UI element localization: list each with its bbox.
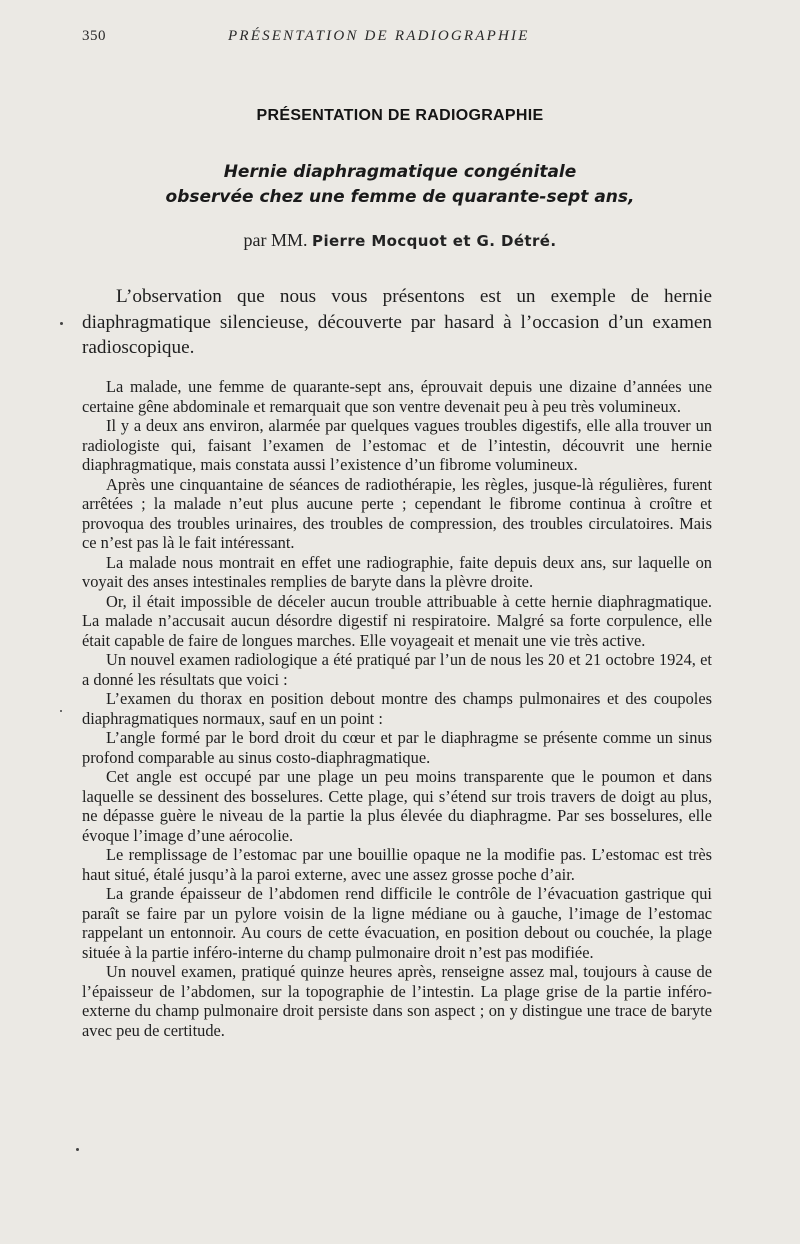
article-authors bbox=[0, 230, 800, 251]
paragraph: La malade nous montrait en effet une radiographie, faite depuis deux ans, sur laquelle on voyait des anses intestinales remplies de baryte dans la plèvre droite. bbox=[82, 552, 712, 591]
body-text bbox=[82, 377, 712, 1040]
running-head-title: PRÉSENTATION DE RADIOGRAPHIE bbox=[228, 28, 530, 44]
paragraph: Un nouvel examen, pratiqué quinze heures après, renseigne assez mal, toujours à cause de l’épaisseur de l’abdomen, sur la topographie de l’intestin. La plage grise de la partie inféro-externe du champ pulmonaire droit persiste dans son aspect ; on y distingue une trace de baryte avec peu de certitude. bbox=[82, 962, 712, 1040]
paragraph: Un nouvel examen radiologique a été pratiqué par l’un de nous les 20 et 21 octobre 1924, et a donné les résultats que voici : bbox=[82, 650, 712, 689]
paragraph: Or, il était impossible de déceler aucun trouble attribuable à cette hernie diaphragmatique. La malade n’accusait aucun désordre digestif ni respiratoire. Malgré sa forte corpulence, elle était capable de faire de longues marches. Elle voyageait et menait une vie très active. bbox=[82, 591, 712, 650]
paragraph: L’examen du thorax en position debout montre des champs pulmonaires et des coupoles diaphragmatiques normaux, sauf en un point : bbox=[82, 689, 712, 728]
authors-prefix: par MM. bbox=[243, 230, 308, 250]
paragraph: Le remplissage de l’estomac par une bouillie opaque ne la modifie pas. L’estomac est très haut situé, étalé jusqu’à la paroi externe, avec une assez grosse poche d’air. bbox=[82, 845, 712, 884]
speck bbox=[60, 322, 63, 325]
paragraph: Cet angle est occupé par une plage un peu moins transparente que le poumon et dans laquelle se dessinent des bosselures. Cette plage, qui s’étend sur trois travers de doigt au plus, ne dépasse guère le niveau de la partie la plus élevée du diaphragme. Par ses bosselures, elle évoque l’image d’une aérocolie. bbox=[82, 767, 712, 845]
article-subtitle-line-1: Hernie diaphragmatique congénitale bbox=[223, 162, 577, 182]
article-subtitle-line-2: observée chez une femme de quarante-sept ans, bbox=[165, 187, 635, 207]
page-number: 350 bbox=[82, 28, 106, 44]
running-head bbox=[82, 28, 712, 48]
article-title: PRÉSENTATION DE RADIOGRAPHIE bbox=[256, 107, 544, 124]
paragraph: Il y a deux ans environ, alarmée par quelques vagues troubles digestifs, elle alla trouver un radiologiste qui, faisant l’examen de l’estomac et de l’intestin, découvrit une hernie diaphragmatique, mais constata aussi l’existence d’un fibrome volumineux. bbox=[82, 416, 712, 474]
lead-paragraph: L’observation que nous vous présentons est un exemple de hernie diaphragmatique silencieuse, découverte par hasard à l’occasion d’un examen radioscopique. bbox=[82, 286, 712, 358]
paragraph: Après une cinquantaine de séances de radiothérapie, les règles, jusque-là régulières, furent arrêtées ; la malade n’eut plus aucune perte ; cependant le fibrome continua à croître et provoqua des troubles urinaires, des troubles de compression, des troubles circulatoires. Mais ce n’est pas là le fait intéressant. bbox=[82, 474, 712, 552]
paragraph: La malade, une femme de quarante-sept ans, éprouvait depuis une dizaine d’années une certaine gêne abdominale et remarquait que son ventre devenait peu à peu très volumineux. bbox=[82, 377, 712, 416]
paragraph: L’angle formé par le bord droit du cœur et par le diaphragme se présente comme un sinus profond comparable au sinus costo-diaphragmatique. bbox=[82, 728, 712, 767]
speck bbox=[60, 710, 62, 712]
authors-names: Pierre Mocquot et G. Détré. bbox=[312, 232, 557, 250]
paragraph: La grande épaisseur de l’abdomen rend difficile le contrôle de l’évacuation gastrique qui paraît se faire par un pylore voisin de la ligne médiane ou à gauche, l’image de l’estomac rappelant un entonnoir. Au cours de cette évacuation, en position debout ou couchée, la plage située à la partie inféro-interne du champ pulmonaire droit n’est pas modifiée. bbox=[82, 884, 712, 962]
speck bbox=[76, 1148, 79, 1151]
